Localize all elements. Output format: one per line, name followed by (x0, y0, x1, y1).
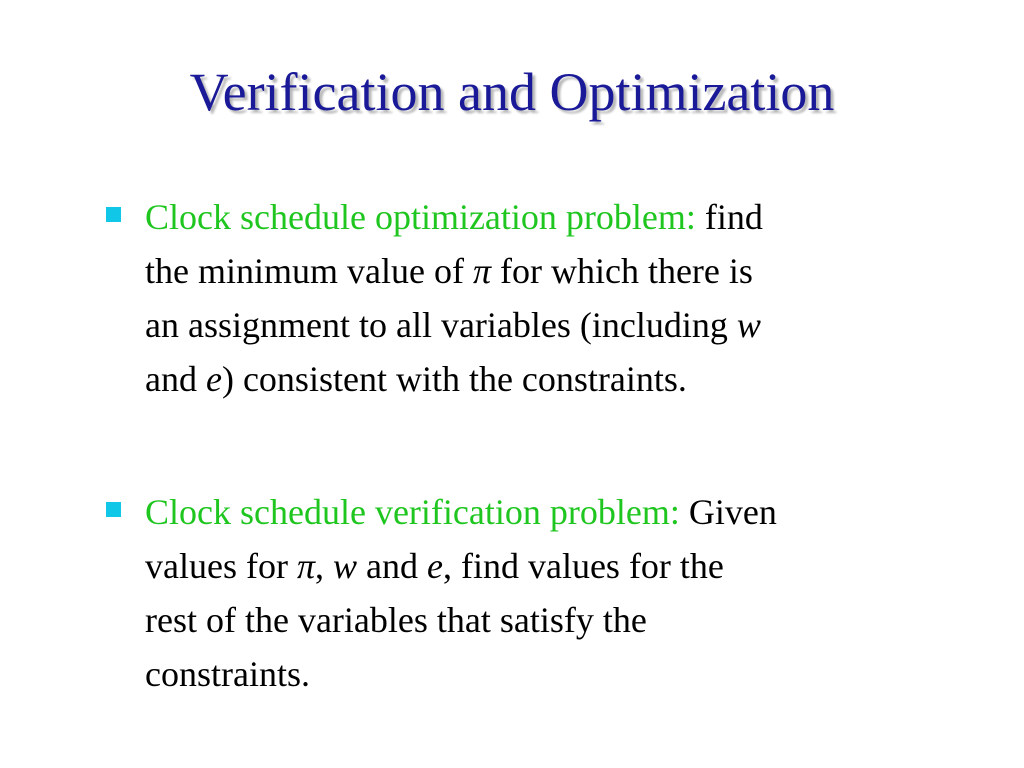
bullet-text-run: , (315, 546, 324, 586)
bullet-text-run: rest of the variables that satisfy the (145, 600, 647, 640)
bullet-line (145, 244, 945, 298)
variable-w: w (736, 305, 761, 345)
slide-title: Verification and Optimization (189, 62, 835, 122)
bullet-text-run: find (704, 197, 763, 237)
bullet-line (145, 593, 945, 647)
bullet-text-run: and (145, 359, 197, 399)
bullet-text-run: for which there is (499, 251, 753, 291)
variable-e: e (427, 546, 443, 586)
bullet-text-run: the minimum value of (145, 251, 464, 291)
bullet-line (145, 539, 945, 593)
bullet-text-run: an assignment to all variables (including (145, 305, 728, 345)
bullet-line (145, 485, 945, 539)
pi-symbol: π (296, 546, 315, 586)
bullet-lead: Clock schedule verification problem: (145, 492, 680, 532)
bullet-line (145, 298, 945, 352)
variable-w: w (333, 546, 358, 586)
square-bullet-icon (106, 207, 121, 222)
bullet-text (145, 190, 945, 406)
pi-symbol: π (472, 251, 491, 291)
bullet-text-run: values for (145, 546, 288, 586)
bullet-lead: Clock schedule optimization problem: (145, 197, 696, 237)
bullet-text-run: and (366, 546, 418, 586)
bullet-line (145, 190, 945, 244)
bullet-text-run: Given (688, 492, 777, 532)
square-bullet-icon (106, 502, 121, 517)
bullet-text-run: , find values for the (442, 546, 724, 586)
bullet-line (145, 352, 945, 406)
variable-e: e (205, 359, 222, 399)
bullet-text (145, 485, 945, 701)
bullet-line (145, 647, 945, 701)
bullet-text-run: ) consistent with the constraints. (221, 359, 687, 399)
bullet-text-run: constraints. (145, 654, 310, 694)
